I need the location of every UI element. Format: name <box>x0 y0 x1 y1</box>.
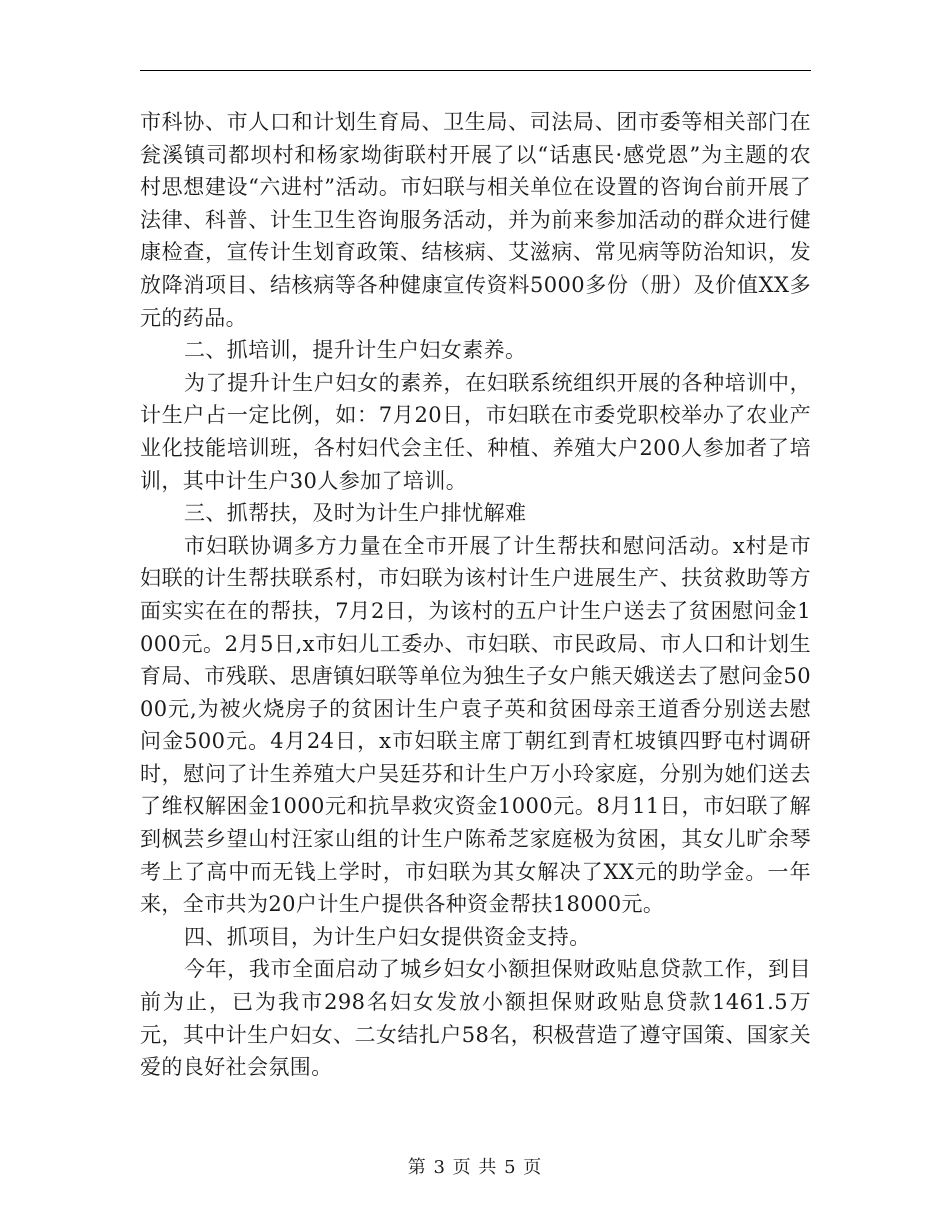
paragraph-training: 为了提升计生户妇女的素养，在妇联系统组织开展的各种培训中，计生户占一定比例，如：7月20日，市妇联在市委党职校举办了农业产业化技能培训班，各村妇代会主任、种植、养殖大户200人参加者了培训，其中计生户30人参加了培训。 <box>140 370 811 493</box>
section-heading-training: 二、抓培训，提升计生户妇女素养。 <box>184 338 527 363</box>
paragraph-intro-continuation: 市科协、市人口和计划生育局、卫生局、司法局、团市委等相关部门在瓮溪镇司都坝村和杨家坳街联村开展了以“话惠民·感党恩”为主题的农村思想建设“六进村”活动。市妇联与相关单位在设置的咨询台前开展了法律、科普、计生卫生咨询服务活动，并为前来参加活动的群众进行健康检查，宣传计生划育政策、结核病、艾滋病、常见病等防治知识，发放降消项目、结核病等各种健康宣传资料5000多份（册）及价值XX多元的药品。 <box>140 110 811 330</box>
section-heading-projects: 四、抓项目，为计生户妇女提供资金支持。 <box>184 924 591 949</box>
header-rule <box>140 70 811 71</box>
paragraph-assistance: 市妇联协调多方力量在全市开展了计生帮扶和慰问活动。x村是市妇联的计生帮扶联系村，市妇联为该村计生户进展生产、扶贫救助等方面实实在在的帮扶，7月2日，为该村的五户计生户送去了贫困慰问金1000元。2月5日,x市妇儿工委办、市妇联、市民政局、市人口和计划生育局、市残联、思唐镇妇联等单位为独生子女户熊天娥送去了慰问金5000元,为被火烧房子的贫困计生户袁子英和贫困母亲王道香分别送去慰问金500元。4月24日，x市妇联主席丁朝红到青杠坡镇四野屯村调研时，慰问了计生养殖大户吴廷芬和计生户万小玲家庭，分别为她们送去了维权解困金1000元和抗旱救灾资金1000元。8月11日，市妇联了解到枫芸乡望山村汪家山组的计生户陈希芝家庭极为贫困，其女儿旷余琴考上了高中而无钱上学时，市妇联为其女解决了XX元的助学金。一年来，全市共为20户计生户提供各种资金帮扶18000元。 <box>140 533 811 917</box>
paragraph-projects: 今年，我市全面启动了城乡妇女小额担保财政贴息贷款工作，到目前为止，已为我市298名妇女发放小额担保财政贴息贷款1461.5万元，其中计生户妇女、二女结扎户58名，积极营造了遵守国策、国家关爱的良好社会氛围。 <box>140 957 811 1080</box>
section-heading-assistance: 三、抓帮扶，及时为计生户排忧解难 <box>184 501 527 526</box>
page-number-footer: 第 3 页 共 5 页 <box>407 1157 543 1178</box>
document-body <box>140 106 811 1084</box>
